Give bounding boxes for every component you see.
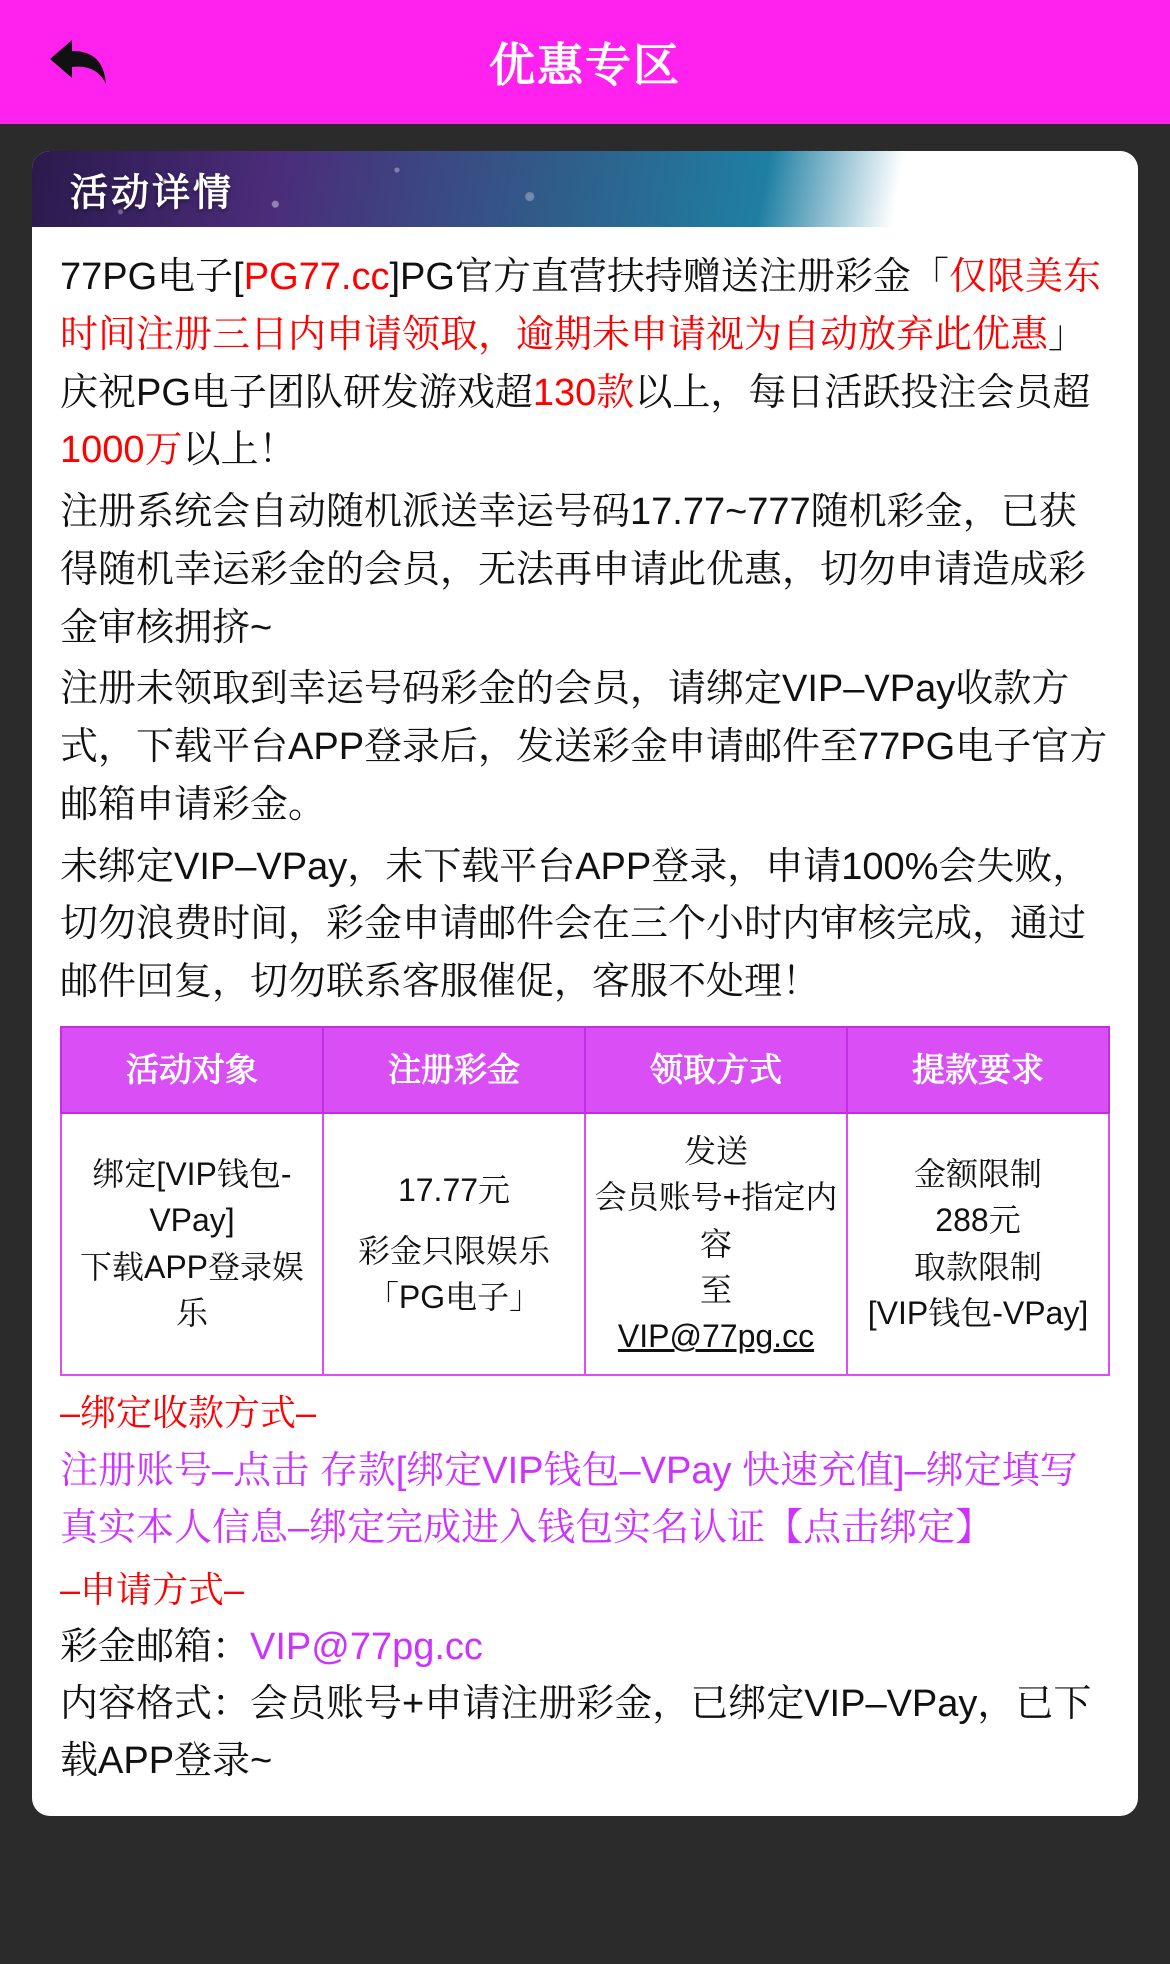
- p1-seg2: ]PG官方直营扶持赠送注册彩金「: [389, 256, 949, 298]
- p1-seg4: 以上，每日活跃投注会员超: [634, 371, 1091, 414]
- p1-game-count: 130款: [532, 371, 635, 414]
- table-header-bonus: 注册彩金: [323, 1027, 585, 1113]
- table-header-row: [61, 1027, 1109, 1113]
- table-header-claim: 领取方式: [585, 1027, 847, 1113]
- back-arrow-icon: [42, 34, 114, 90]
- apply-email-label: 彩金邮箱：: [60, 1626, 251, 1669]
- cell-withdraw-line3: 取款限制: [913, 1248, 1042, 1285]
- cell-bonus-line1: 17.77元: [397, 1172, 511, 1209]
- p1-seg1: 77PG电子[: [60, 256, 244, 298]
- section-title-binding: –绑定收款方式–: [60, 1391, 317, 1433]
- cell-bonus-line2: 彩金只限娱乐: [357, 1232, 550, 1269]
- apply-format-row: [60, 1676, 1110, 1790]
- content-area: [0, 124, 1170, 1856]
- cell-claim-line1: 发送: [683, 1132, 748, 1169]
- cell-target: [61, 1113, 323, 1375]
- cell-withdraw-line1: 金额限制: [913, 1156, 1042, 1193]
- p1-member-count: 1000万: [60, 429, 183, 472]
- section-title-apply: –申请方式–: [60, 1568, 245, 1610]
- cell-bonus: [323, 1113, 585, 1375]
- apply-format-value: 会员账号+申请注册彩金，已绑定VIP–VPay，已下载APP登录~: [60, 1683, 1092, 1783]
- p1-seg3: 」庆祝PG电子团队研发游戏超: [60, 313, 1087, 414]
- paragraph-3: 注册未领取到幸运号码彩金的会员，请绑定VIP–VPay收款方式，下载平台APP登录后，发送彩金申请邮件至77PG电子官方邮箱申请彩金。: [60, 668, 1108, 826]
- section-body-binding: 注册账号–点击 存款[绑定VIP钱包–VPay 快速充值]–绑定填写真实本人信息–绑定完成进入钱包实名认证【点击绑定】: [60, 1449, 1078, 1549]
- cell-target-line1: 绑定[VIP钱包-VPay]: [92, 1156, 292, 1239]
- cell-claim-line2: 会员账号+指定内容: [594, 1179, 838, 1262]
- table-header-target: 活动对象: [61, 1027, 323, 1113]
- cell-claim-line3: 至: [699, 1272, 732, 1309]
- card-banner-label: 活动详情: [70, 172, 235, 215]
- table-row: [61, 1113, 1109, 1375]
- p1-seg5: 以上！: [182, 429, 297, 472]
- cell-target-line2: 下载APP登录娱乐: [79, 1248, 305, 1332]
- apply-email-row: [60, 1619, 1110, 1676]
- apply-email-value[interactable]: VIP@77pg.cc: [250, 1626, 483, 1669]
- cell-withdraw-line4: [VIP钱包-VPay]: [867, 1295, 1089, 1332]
- cell-withdraw-line2: 288元: [935, 1202, 1021, 1239]
- apply-format-label: 内容格式：: [60, 1683, 251, 1726]
- paragraph-2: 注册系统会自动随机派送幸运号码17.77~777随机彩金，已获得随机幸运彩金的会员，无法再申请此优惠，切勿申请造成彩金审核拥挤~: [60, 491, 1087, 649]
- cell-claim-email[interactable]: VIP@77pg.cc: [617, 1318, 815, 1355]
- promotion-table: [60, 1026, 1110, 1376]
- cell-withdraw: [847, 1113, 1109, 1375]
- detail-body: [32, 227, 1138, 1790]
- back-button[interactable]: [36, 20, 120, 104]
- table-header-withdraw: 提款要求: [847, 1027, 1109, 1113]
- detail-card: [32, 151, 1138, 1816]
- paragraph-4: 未绑定VIP–VPay，未下载平台APP登录，申请100%会失败，切勿浪费时间，彩金申请邮件会在三个小时内审核完成，通过邮件回复，切勿联系客服催促，客服不处理！: [60, 845, 1091, 1003]
- paragraph-1: [60, 249, 1110, 480]
- cell-claim: [585, 1113, 847, 1375]
- cell-bonus-line3: 「PG电子」: [366, 1279, 542, 1316]
- page-header: [0, 0, 1170, 124]
- page-title: 优惠专区: [489, 39, 681, 91]
- p1-red-note: 仅限美东时间注册三日内申请领取，逾期未申请视为自动放弃此优惠: [60, 256, 1101, 356]
- p1-site-link[interactable]: PG77.cc: [243, 256, 390, 298]
- card-banner: [32, 151, 1138, 227]
